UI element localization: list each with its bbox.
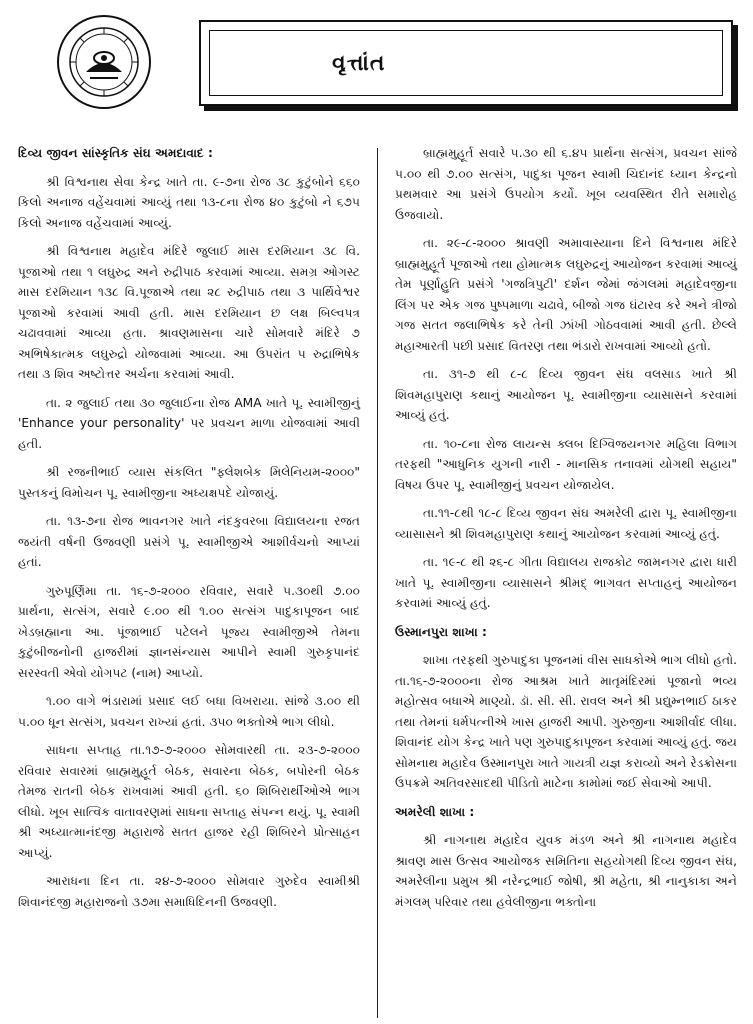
paragraph: શાખા તરફથી ગુરુપાદુકા પૂજનમાં વીસ સાધકોએ ભાગ લીધો હતો. તા.૧૬-૭-૨૦૦૦ના રોજ આશ્રમ ખાતે માતૃમંદિરમાં પૂજાનો ભવ્ય મહોત્સવ બધાએ માણ્યો. ડૉ. સી. સી. રાવલ અને શ્રી પ્રદ્યુમ્નભાઈ ઠાકર તથા તેમનાં ધર્મપત્નીએ ખાસ હાજરી આપી. ગુરુજીના આશીર્વાદ લીધા. શિવાનંદ યોગ કેન્દ્ર ખાતે પણ ગુરુપાદુકાપૂજન કરવામાં આવ્યું હતું. જય સોમનાથ મહાદેવ ઉસ્માનપુરા ખાતે ગાયત્રી યજ્ઞ કરાવ્યો અને રેડક્રોસના ઉપક્રમે અતિવરસાદથી પીડિતો માટેના કામોમાં જઈ સેવાઓ આપી. xyxy=(395,653,737,790)
section-heading: ઉસ્માનપુરા શાખા : xyxy=(395,624,487,639)
title-banner-inner xyxy=(209,30,723,96)
paragraph: તા. ૧૩-૭ના રોજ ભાવનગર ખાતે નંદકુવરબા વિદ્યાલયના રજત જયંતી વર્ષની ઉજવણી પ્રસંગે પૂ. સ્વામીજીએ આશીર્વચનો આપ્યાં હતાં. xyxy=(18,514,360,569)
paragraph: શ્રી રજનીભાઈ વ્યાસ સંકલિત "ફ્લેશબેક મિલેનિયમ-૨૦૦૦" પુસ્તકનું વિમોચન પૂ. સ્વામીજીના અધ્યક્ષપદે યોજાયું. xyxy=(18,465,360,500)
paragraph: સાધના સપ્તાહ તા.૧૭-૭-૨૦૦૦ સોમવારથી તા. ૨૩-૭-૨૦૦૦ રવિવાર સવારમાં બ્રાહ્મમુહૂર્ત બેઠક, સવારના બેઠક, બપોરની બેઠક તેમજ રાતની બેઠક રાખવામાં આવી હતી. ૬૦ શિબિરાર્થીઓએ ભાગ લીધો. ખૂબ સાત્વિક વાતાવરણમાં સાધના સપ્તાહ સંપન્ન થયું. પૂ. સ્વામી શ્રી અધ્યાત્માનંદજી મહારાજે સતત હાજર રહી શિબિરને પ્રોત્સાહન આપ્યું. xyxy=(18,743,360,860)
column-divider xyxy=(377,148,378,1018)
page-title: વૃત્તાંત xyxy=(332,50,386,76)
paragraph: ૧.૦૦ વાગે ભંડારામાં પ્રસાદ લઈ બધા વિખરાયા. સાંજે ૩.૦૦ થી ૫.૦૦ ધૂન સત્સંગ, પ્રવચન રાખ્યાં હતાં. ૩૫૦ ભક્તોએ ભાગ લીધો. xyxy=(18,694,360,729)
paragraph: તા. ૧૦-૮ના રોજ લાયન્સ ક્લબ દિગ્વિજયનગર મહિલા વિભાગ તરફથી "આધુનિક યુગની નારી - માનસિક તનાવમાં યોગથી સહાય" વિષય ઉપર પૂ. સ્વામીજીનું પ્રવચન યોજાયેલ. xyxy=(395,436,737,492)
right-column xyxy=(395,143,737,920)
paragraph: શ્રી વિશ્વનાથ મહાદેવ મંદિરે જુલાઈ માસ દરમિયાન ૩૮ વિ. પૂજાઓ તથા ૧ લઘુરુદ્ર અને રુદ્રીપાઠ કરવામાં આવ્યા. સમગ્ર ઓગસ્ટ માસ દરમિયાન ૧૩૮ વિ.પૂજાએ તથા ૨૮ રુદ્રીપાઠ તથા ૩ પાર્થિવેશ્વર પૂજાઓ કરવામાં આવી હતી. માસ દરમિયાન છ લક્ષ બિલ્વપત્ર ચઢાવવામાં આવ્યા હતા. શ્રાવણમાસના ચારે સોમવારે મંદિરે ૭ અભિષેકાત્મક લઘુરુદ્રો યોજવામાં આવ્યા. આ ઉપરાંત ૫ રુદ્રાભિષેક તથા ૩ શિવ અષ્ટોત્તર અર્ચના કરવામાં આવી. xyxy=(18,244,360,381)
paragraph: શ્રી વિશ્વનાથ સેવા કેન્દ્ર ખાતે તા. ૯-૭ના રોજ ૩૮ કુટુંબોને ૬૬૦ કિલો અનાજ વહેંચવામાં આવ્યું તથા ૧૩-૮ના રોજ ૪૦ કુટુંબો ને ૬૭૫ કિલો અનાજ વહેંચવામાં આવ્યું. xyxy=(18,174,360,230)
society-emblem-icon xyxy=(56,14,152,110)
paragraph: આરાધના દિન તા. ૨૪-૭-૨૦૦૦ સોમવાર ગુરુદેવ સ્વામીશ્રી શિવાનંદજી મહારાજનો ૩૭મા સમાધિદિનની ઉજવણી. xyxy=(18,874,360,909)
section-heading: દિવ્ય જીવન સાંસ્કૃતિક સંઘ અમદાવાદ : xyxy=(18,146,213,160)
paragraph: તા. ૧૯-૮ થી ૨૬-૮ ગીતા વિદ્યાલય રાજકોટ જામનગર દ્વારા ધારી ખાતે પૂ. સ્વામીજીના વ્યાસાસને શ્રીમદ્ ભાગવત સપ્તાહનું આયોજન કરવામાં આવ્યું હતું. xyxy=(395,555,737,610)
paragraph: ગુરુપૂર્ણિમા તા. ૧૬-૭-૨૦૦૦ રવિવાર, સવારે ૫.૩૦થી ૭.૦૦ પ્રાર્થના, સત્સંગ, સવારે ૯.૦૦ થી ૧.૦૦ સત્સંગ પાદુકાપૂજન બાદ ખેડબ્રહ્માના આ. પૂંજાભાઈ પટેલને પૂજ્ય સ્વામીજીએ તેમના કુટુંબીજનોની હાજરીમાં જ્ઞાનસંન્યાસ આપીને સ્વામી ગુરુકૃપાનંદ સરસ્વતી એવો યોગપટ (નામ) આપ્યો. xyxy=(18,583,360,680)
paragraph: તા. ૩૧-૭ થી ૮-૮ દિવ્ય જીવન સંઘ વલસાડ ખાતે શ્રી શિવમહાપુરાણ કથાનું આયોજન પૂ. સ્વામીજીના વ્યાસાસને કરવામાં આવ્યું હતું. xyxy=(395,367,737,422)
left-column xyxy=(18,143,360,920)
section-heading: અમરેલી શાખા : xyxy=(395,804,475,819)
paragraph: તા. ૨ જુલાઈ તથા ૩૦ જુલાઈના રોજ AMA ખાતે પૂ. સ્વામીજીનું 'Enhance your personality' પર પ્રવચન માળા યોજવામાં આવી હતી. xyxy=(18,395,360,451)
paragraph: બ્રાહ્મમુહૂર્ત સવારે ૫.૩૦ થી ૬.૪૫ પ્રાર્થના સત્સંગ, પ્રવચન સાંજે ૫.૦૦ થી ૭.૦૦ સત્સંગ, પાદુકા પૂજન સ્વામી ચિદાનંદ ધ્યાન કેન્દ્રનો પ્રથમવાર આ પ્રસંગે ઉપયોગ કર્યો. ખૂબ વ્યવસ્થિત રીતે સમારોહ ઉજવાયો. xyxy=(395,146,737,222)
title-banner xyxy=(199,20,733,106)
paragraph: તા. ૨૯-૮-૨૦૦૦ શ્રાવણી અમાવાસ્યાના દિને વિશ્વનાથ મંદિરે બ્રાહ્મમુહૂર્ત પૂજાઓ તથા હોમાત્મક લઘુરુદ્રનું આયોજન કરવામાં આવ્યું તેમ પૂર્ણાહુતિ પ્રસંગે 'ગજત્રિપુટી' દર્શન જેમાં જંગલમાં મહાદેવજીના લિંગ પર એક ગજ પુષ્પમાળા ચઢાવે, બીજો ગજ ઘંટારવ કરે અને ત્રીજો ગજ સતત જલાભિષેક કરે તેની ઝાંખી ગોઠવવામાં આવી હતી. છેલ્લે મહાઆરતી પછી પ્રસાદ વિતરણ તથા ભંડારો રાખવામાં આવ્યો હતો. xyxy=(395,236,737,353)
paragraph: તા.૧૧-૮થી ૧૮-૮ દિવ્ય જીવન સંઘ અમરેલી દ્વારા પૂ. સ્વામીજીના વ્યાસાસને શ્રી શિવમહાપુરાણ કથાનું આયોજન કરવામાં આવ્યું હતું. xyxy=(395,506,737,541)
paragraph: શ્રી નાગનાથ મહાદેવ યુવક મંડળ અને શ્રી નાગનાથ મહાદેવ શ્રાવણ માસ ઉત્સવ આયોજક સમિતિના સહયોગથી દિવ્ય જીવન સંઘ, અમરેલીના પ્રમુખ શ્રી નરેન્દ્રભાઈ જોષી, શ્રી મહેતા, શ્રી નાનુકાકા અને મંગલમ્ પરિવાર તથા હવેલીજીના ભક્તોના xyxy=(395,833,737,909)
